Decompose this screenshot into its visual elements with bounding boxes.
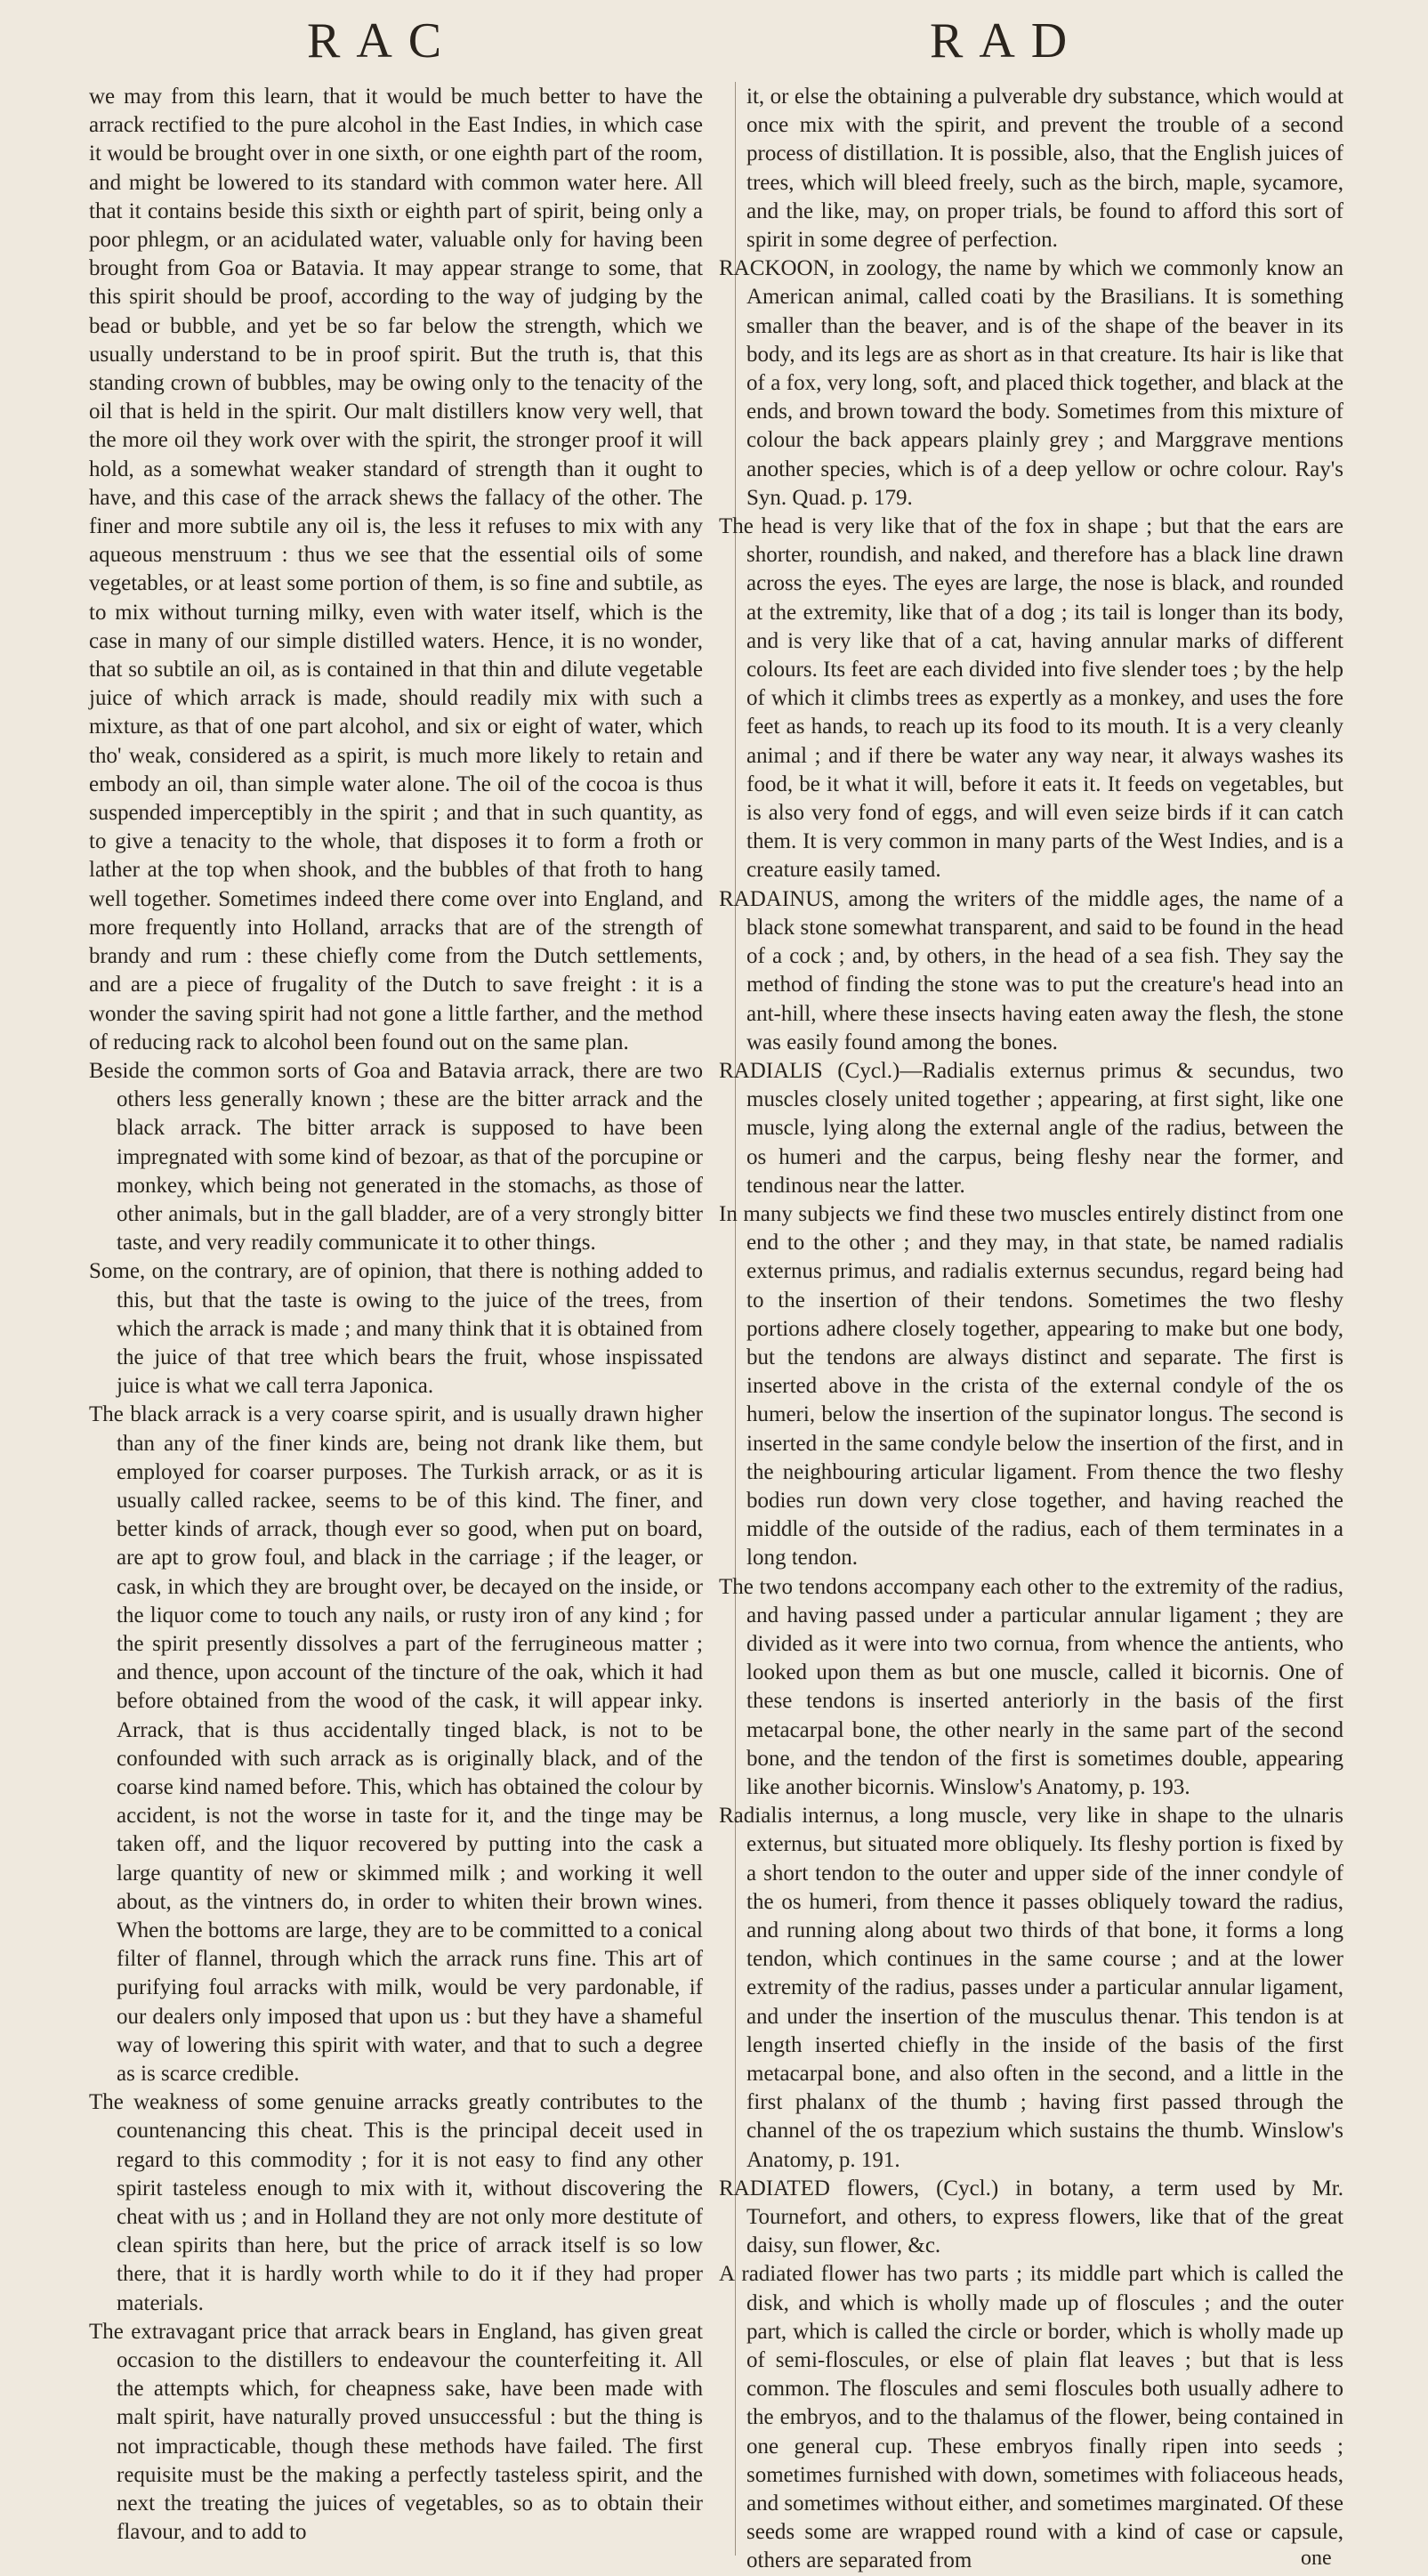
paragraph: The black arrack is a very coarse spirit, and is usually drawn higher than any of the finer kinds are, being not drank like them, but employed for coarser purposes. The Turkish arrack, or as it is usually called rackee, seems to be of this kind. The finer, and better kinds of arrack, though ever so good, when put on board, are apt to grow foul, and black in the carriage ; if the leager, or cask, in which they are brought over, be decayed on the inside, or the liquor come to touch any nails, or rusty iron of any kind ; for the spirit presently dissolves a part of the ferrugineous matter ; and thence, upon account of the tincture of the oak, which it had before obtained from the wood of the cask, it will appear inky. Arrack, that is thus accidentally tinged black, is not to be confounded with such arrack as is originally black, and of the coarse kind named before. This, which has obtained the colour by accident, is not the worse in taste for it, and the tinge may be taken off, and the liquor recovered by putting into the cask a large quantity of new or skimmed milk ; and working it well about, as the vintners do, in order to whiten their brown wines. When the bottoms are large, they are to be committed to a conical filter of flannel, through which the arrack runs fine. This art of purifying foul arracks with milk, would be very pardonable, if our dealers only imposed that upon us : but they have a shameful way of lowering this spirit with water, and that to such a degree as is scarce credible.: [89, 1402, 703, 2087]
paragraph: we may from this learn, that it would be much better to have the arrack rectified to the pure alcohol in the East Indies, in which case it would be brought over in one sixth, or one eighth part of the room, and might be lowered to its standard with common water here. All that it contains beside this sixth or eighth part of spirit, being only a poor phlegm, or an acidulated water, valuable only for having been brought from Goa or Batavia. It may appear strange to some, that this spirit should be proof, according to the way of judging by the bead or bubble, and yet be so far below the strength, which we usually understand to be in proof spirit. But the truth is, that this standing crown of bubbles, may be owing only to the tenacity of the oil that is held in the spirit. Our malt distillers know very well, that the more oil they work over with the spirit, the stronger proof it will hold, as a somewhat weaker standard of strength than it ought to have, and this case of the arrack shews the fallacy of the other. The finer and more subtile any oil is, the less it refuses to mix with any aqueous menstruum : thus we see that the essential oils of some vegetables, or at least some portion of them, is so fine and subtile, as to mix without turning milky, even with water itself, which is the case in many of our simple distilled waters. Hence, it is no wonder, that so subtile an oil, as is contained in that thin and dilute vegetable juice of which arrack is made, should readily mix with such a mixture, as that of one part alcohol, and six or eight of water, which tho' weak, considered as a spirit, is much more likely to retain and embody an oil, than simple water alone. The oil of the cocoa is thus suspended imperceptibly in the spirit ; and that in such quantity, as to give a tenacity to the whole, that disposes it to form a froth or lather at the top when shook, and the bubbles of that froth to hang well together. Sometimes indeed there come over into England, and more frequently into Holland, arracks that are of the strength of brandy and rum : these chiefly come from the Dutch settlements, and are a piece of frugality of the Dutch to save freight : it is a wonder the saving spirit had not gone a little farther, and the method of reducing rack to alcohol been found out on the same plan.: [89, 85, 703, 1054]
paragraph: The two tendons accompany each other to the extremity of the radius, and having passed under a particular annular ligament ; they are divided as it were into two cornua, from whence the antients, who looked upon them as but one muscle, called it bicornis. One of these tendons is inserted anteriorly in the basis of the first metacarpal bone, the other nearly in the same part of the second bone, and the tendon of the first is sometimes double, appearing like another bicornis. Winslow's Anatomy, p. 193.: [719, 1574, 1343, 1799]
paragraph: A radiated flower has two parts ; its middle part which is called the disk, and which is wholly made up of floscules ; and the outer part, which is called the circle or border, which is wholly made up of semi-floscules, or else of plain flat leaves ; but that is less common. The floscules and semi floscules both usually adhere to the embryos, and to the thalamus of the flower, being contained in one general cup. These embryos finally ripen into seeds ; sometimes furnished with down, sometimes with foliaceous heads, and sometimes without either, and sometimes marginated. Of these seeds some are wrapped round with a kind of case or capsule, others are separated from: [719, 2262, 1343, 2573]
paragraph: The head is very like that of the fox in shape ; but that the ears are shorter, roundish, and naked, and therefore has a black line drawn across the eyes. The eyes are large, the nose is black, and rounded at the extremity, like that of a dog ; its tail is longer than its body, and is very like that of a cat, having annular marks of different colours. Its feet are each divided into five slender toes ; by the help of which it climbs trees as expertly as a monkey, and uses the fore feet as hands, to reach up its food to its mouth. It is a very cleanly animal ; and if there be water any way near, it always washes its food, be it what it will, before it eats it. It feeds on vegetables, but is also very fond of eggs, and will even seize birds if it can catch them. It is very common in many parts of the West Indies, and is a creature easily tamed.: [719, 514, 1343, 883]
paragraph: In many subjects we find these two muscles entirely distinct from one end to the other ; and they may, in that state, be named radialis externus primus, and radialis externus secundus, regard being had to the insertion of their tendons. Sometimes the two fleshy portions adhere closely together, appearing to make but one body, but the tendons are always distinct and separate. The first is inserted above in the crista of the external condyle of the os humeri, below the insertion of the supinator longus. The second is inserted in the same condyle below the insertion of the first, and in the neighbouring articular ligament. From thence the two fleshy bodies run down very close together, and having reached the middle of the outside of the radius, each of them terminates in a long tendon.: [719, 1201, 1343, 1571]
paragraph: Some, on the contrary, are of opinion, that there is nothing added to this, but that the taste is owing to the juice of the trees, from which the arrack is made ; and many think that it is obtained from the juice of that tree which bears the fruit, whose inspissated juice is what we call terra Japonica.: [89, 1259, 703, 1399]
right-column: [719, 83, 1343, 2576]
entry-radiated: RADIATED flowers, (Cycl.) in botany, a term used by Mr. Tournefort, and others, to express flowers, like that of the great daisy, sun flower, &c.: [719, 2176, 1343, 2258]
running-head-right: RAD: [930, 13, 1084, 69]
running-head-left: RAC: [307, 13, 458, 69]
left-column: [89, 83, 703, 2547]
paragraph: it, or else the obtaining a pulverable dry substance, which would at once mix with the spirit, and prevent the trouble of a second process of distillation. It is possible, also, that the English juices of trees, which will bleed freely, such as the birch, maple, sycamore, and the like, may, on proper trials, be found to afford this sort of spirit in some degree of perfection.: [746, 85, 1343, 253]
paragraph: Beside the common sorts of Goa and Batavia arrack, there are two others less generally known ; these are the bitter arrack and the black arrack. The bitter arrack is supposed to have been impregnated with some kind of bezoar, as that of the porcupine or monkey, which being not generated in the stomachs, as those of other animals, but in the gall bladder, are of a very strongly bitter taste, and very readily communicate it to other things.: [89, 1058, 703, 1256]
paragraph: The extravagant price that arrack bears in England, has given great occasion to the distillers to endeavour the counterfeiting it. All the attempts which, for cheapness sake, have been made with malt spirit, have naturally proved unsuccessful : but the thing is not impracticable, though these methods have failed. The first requisite must be the making a perfectly tasteless spirit, and the next the treating the juices of vegetables, so as to obtain their flavour, and to add to: [89, 2319, 703, 2545]
catchword: one: [1301, 2547, 1332, 2570]
entry-radialis: RADIALIS (Cycl.)—Radialis externus primus & secundus, two muscles closely united together ; appearing, at first sight, like one muscle, lying along the external angle of the radius, between the os humeri and the carpus, being fleshy near the former, and tendinous near the latter.: [719, 1058, 1343, 1198]
entry-radainus: RADAINUS, among the writers of the middle ages, the name of a black stone somewhat transparent, and said to be found in the head of a cock ; and, by others, in the head of a sea fish. They say the method of finding the stone was to put the creature's head into an ant-hill, where these insects having eaten away the flesh, the stone was easily found among the bones.: [719, 886, 1343, 1054]
running-header: [0, 12, 1428, 75]
entry-rackoon: RACKOON, in zoology, the name by which we commonly know an American animal, called coati by the Brasilians. It is something smaller than the beaver, and is of the shape of the beaver in its body, and its legs are as short as in that creature. Its hair is like that of a fox, very long, soft, and placed thick together, and black at the ends, and brown toward the body. Sometimes from this mixture of colour the back appears plainly grey ; and Marggrave mentions another species, which is of a deep yellow or ochre colour. Ray's Syn. Quad. p. 179.: [719, 256, 1343, 510]
entry-radialis-internus: Radialis internus, a long muscle, very like in shape to the ulnaris externus, but situated more obliquely. Its fleshy portion is fixed by a short tendon to the outer and upper side of the inner condyle of the os humeri, from thence it passes obliquely toward the radius, and running along about two thirds of that bone, it forms a long tendon, which continues in the same course ; and at the lower extremity of the radius, passes under a particular annular ligament, and under the insertion of the musculus thenar. This tendon is at length inserted chiefly in the inside of the basis of the first metacarpal bone, and also often in the second, and a little in the first phalanx of the thumb ; having first passed through the channel of the os trapezium which sustains the thumb. Winslow's Anatomy, p. 191.: [719, 1804, 1343, 2172]
paragraph: The weakness of some genuine arracks greatly contributes to the countenancing this cheat. This is the principal deceit used in regard to this commodity ; for it is not easy to find any other spirit tasteless enough to mix with it, without discovering the cheat with us ; and in Holland they are not only more destitute of clean spirits than here, but the price of arrack itself is so low there, that it is hardly worth while to do it if they had proper materials.: [89, 2090, 703, 2315]
